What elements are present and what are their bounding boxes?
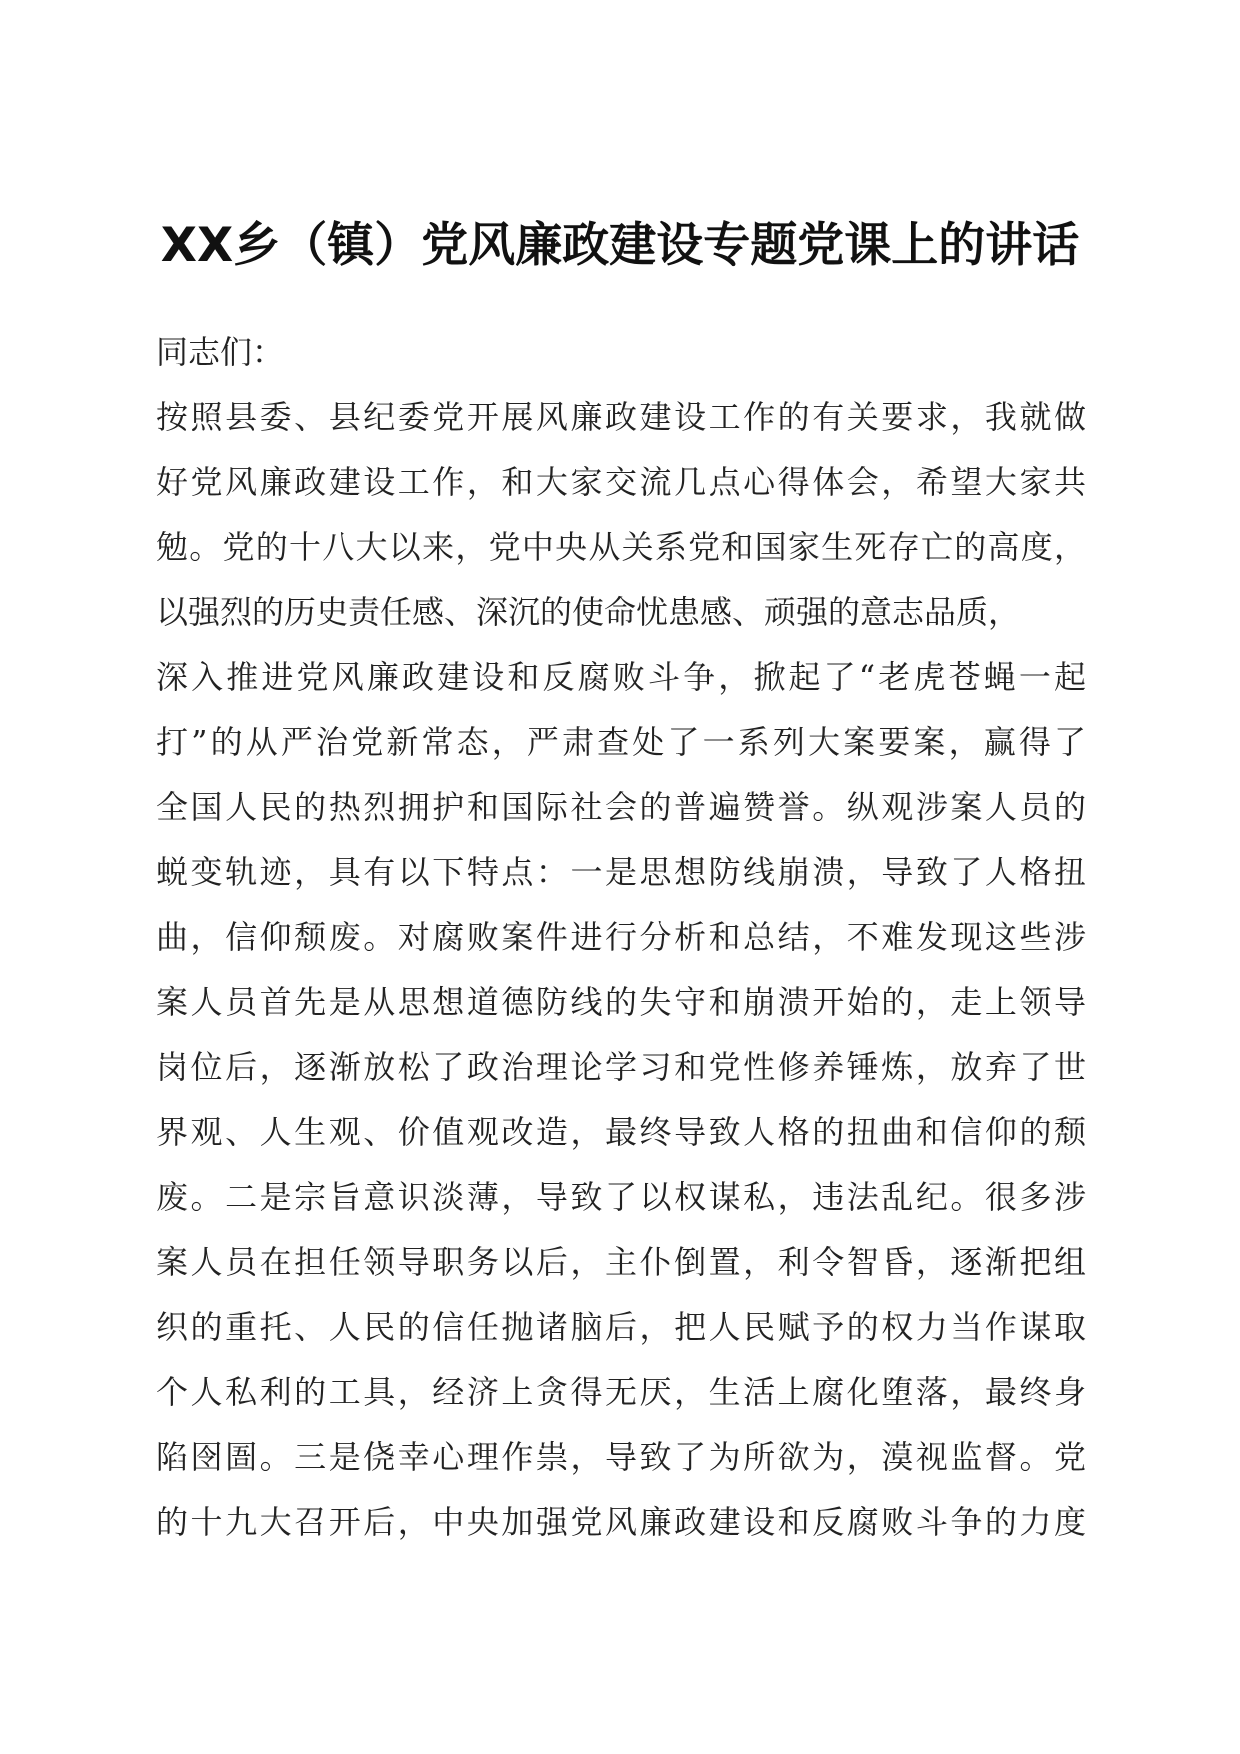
paragraph-line: 打”的从严治党新常态，严肃查处了一系列大案要案，赢得了 [156, 723, 1086, 761]
paragraph-line: 个人私利的工具，经济上贪得无厌，生活上腐化堕落，最终身 [156, 1373, 1086, 1411]
paragraph-line: 的十九大召开后，中央加强党风廉政建设和反腐败斗争的力度 [156, 1503, 1086, 1541]
paragraph-line: 全国人民的热烈拥护和国际社会的普遍赞誉。纵观涉案人员的 [156, 788, 1086, 826]
paragraph-line: 岗位后，逐渐放松了政治理论学习和党性修养锤炼，放弃了世 [156, 1048, 1086, 1086]
salutation: 同志们： [156, 333, 285, 371]
paragraph-line: 蜕变轨迹，具有以下特点：一是思想防线崩溃，导致了人格扭 [156, 853, 1086, 891]
paragraph-line: 按照县委、县纪委党开展风廉政建设工作的有关要求，我就做 [156, 398, 1086, 436]
paragraph-line: 曲，信仰颓废。对腐败案件进行分析和总结，不难发现这些涉 [156, 918, 1086, 956]
paragraph-line: 陷囹圄。三是侥幸心理作祟，导致了为所欲为，漠视监督。党 [156, 1438, 1086, 1476]
document-title: XX乡（镇）党风廉政建设专题党课上的讲话 [160, 218, 1080, 273]
paragraph-line: 织的重托、人民的信任抛诸脑后，把人民赋予的权力当作谋取 [156, 1308, 1086, 1346]
document-body [156, 320, 1086, 1555]
paragraph-line: 勉。党的十八大以来，党中央从关系党和国家生死存亡的高度， [156, 528, 1086, 566]
paragraph-line: 好党风廉政建设工作，和大家交流几点心得体会，希望大家共 [156, 463, 1086, 501]
paragraph-line: 案人员在担任领导职务以后，主仆倒置，利令智昏，逐渐把组 [156, 1243, 1086, 1281]
paragraph-line: 以强烈的历史责任感、深沉的使命忧患感、顽强的意志品质， [156, 593, 1021, 631]
paragraph-line: 案人员首先是从思想道德防线的失守和崩溃开始的，走上领导 [156, 983, 1086, 1021]
paragraph-line: 废。二是宗旨意识淡薄，导致了以权谋私，违法乱纪。很多涉 [156, 1178, 1086, 1216]
paragraph-line: 界观、人生观、价值观改造，最终导致人格的扭曲和信仰的颓 [156, 1113, 1086, 1151]
paragraph-line: 深入推进党风廉政建设和反腐败斗争，掀起了“老虎苍蝇一起 [156, 658, 1086, 696]
